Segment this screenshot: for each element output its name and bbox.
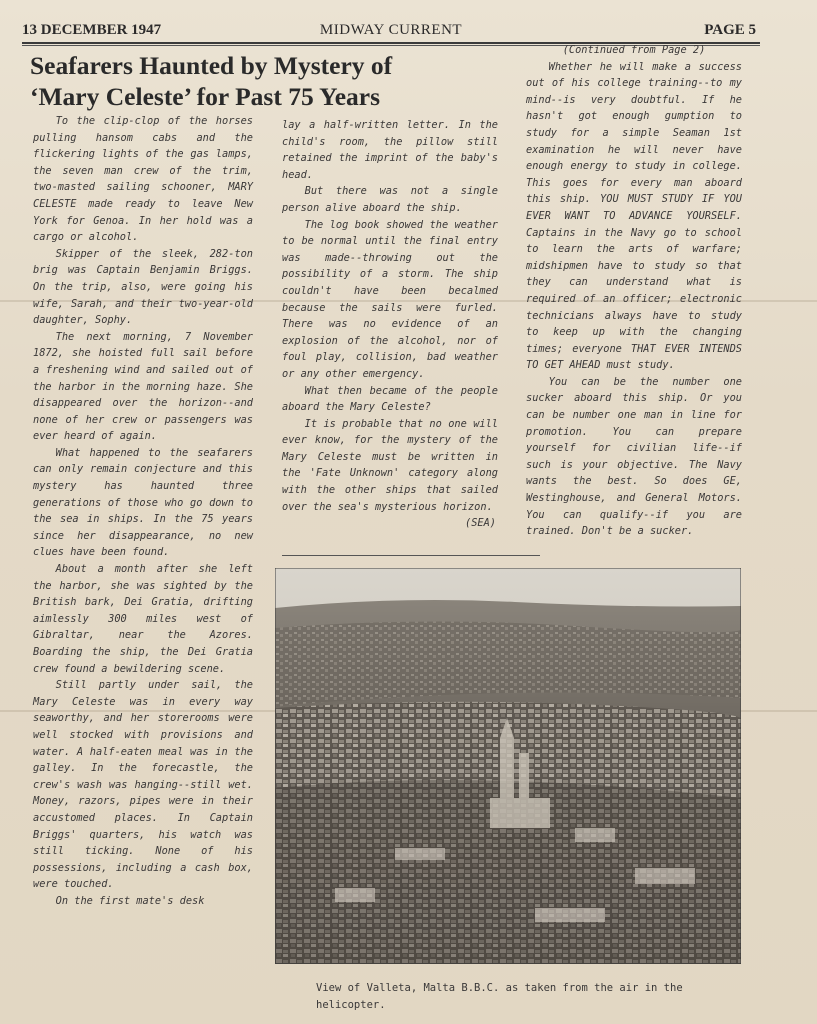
article-headline: [30, 50, 440, 112]
paragraph: Skipper of the sleek, 282-ton brig was Captain Benjamin Briggs. On the trip, also, were going his wife, Sarah, and their two-year-old daughter, Sophy.: [33, 247, 253, 327]
paragraph: What happened to the seafarers can only remain conjecture and this mystery has haunted three generations of those who go down to the sea in ships. In the 75 years since her disappearance, no new clues have been found.: [33, 446, 253, 559]
continued-column: [526, 42, 742, 540]
paragraph: lay a half-written letter. In the child's room, the pillow still retained the imprint of the baby's head.: [282, 119, 498, 181]
paragraph: About a month after she left the harbor, she was sighted by the British bark, Dei Gratia, drifting aimlessly 300 miles west of Gibraltar, near the Azores. Boarding the ship, the Dei Gratia crew found a bewildering scene.: [33, 563, 253, 675]
paragraph: The log book showed the weather to be normal until the final entry was made--throwing out the possibility of a storm. The ship couldn't have been becalmed because the sails were furled. There was no evidence of an explosion of the alcohol, nor of foul play, collision, bad weather or any other emergency.: [282, 218, 498, 380]
headline-line-2: ‘Mary Celeste’ for Past 75 Years: [30, 82, 381, 111]
article-column-1: [33, 113, 253, 910]
page-header: [22, 18, 760, 44]
continued-label: (Continued from Page 2): [562, 44, 706, 56]
article-end-rule: [282, 555, 540, 556]
photo-image: [275, 568, 741, 964]
paragraph: Whether he will make a success out of his college training--to my mind--is very doubtful. If he hasn't got enough gumption to study for a simple Seaman 1st examination he will never have enough energy to study in college. This goes for every man aboard this ship. YOU MUST STUDY IF YOU EVER WANT TO ADVANCE YOURSELF. Captains in the Navy go to school to learn the arts of warfare; midshipmen have to study so that they can understand what is required of an officer; electronic technicians always have to study to keep up with the changing times; everyone THAT EVER INTENDS TO GET AHEAD must study.: [526, 60, 742, 372]
paragraph: On the first mate's desk: [55, 894, 205, 907]
paragraph: You can be the number one sucker aboard this ship. Or you can be number one man in line for promotion. You can prepare yourself for civilian life--if such is your objective. The Navy wants the best. So does GE, Westinghouse, and General Motors. You can qualify--if you are trained. Don't be a sucker.: [526, 375, 742, 538]
paragraph: To the clip-clop of the horses pulling hansom cabs and the flickering lights of the gas lamps, the seven man crew of the trim, two-masted sailing schooner, MARY CELESTE made ready to leave New York for Genoa. In her hold was a cargo or alcohol.: [33, 115, 253, 244]
headline-line-1: Seafarers Haunted by Mystery of: [30, 51, 393, 80]
paragraph: What then became of the people aboard the Mary Celeste?: [282, 384, 498, 414]
photo-caption: View of Valleta, Malta B.B.C. as taken from the air in the helicopter.: [316, 982, 683, 1011]
paper-name: MIDWAY CURRENT: [319, 22, 463, 38]
paragraph: Still partly under sail, the Mary Celeste was in every way seaworthy, and her storerooms were well stocked with provisions and water. A half-eaten meal was in the galley. In the forecastle, the crew's wash was hanging--still wet. Money, razors, pipes were in their accustomed places. In Captain Briggs' quarters, his watch was still ticking. None of his possessions, including a cash box, were touched.: [33, 679, 253, 891]
paragraph: The next morning, 7 November 1872, she hoisted full sail before a freshening wind and sailed out of the harbor in the morning haze. She disappeared over the horizon--and none of her crew or passengers was ever heard of again.: [33, 330, 253, 443]
article-credit: (SEA): [465, 517, 496, 530]
paragraph: It is probable that no one will ever know, for the mystery of the Mary Celeste must be written in the 'Fate Unknown' category along with the other ships that sailed over the sea's mysterious horizon.: [282, 417, 498, 513]
paragraph: But there was not a single person alive aboard the ship.: [282, 185, 498, 214]
issue-date: 13 DECEMBER 1947: [22, 22, 162, 38]
article-column-2: [282, 117, 498, 532]
aerial-photo-valletta: [275, 568, 741, 964]
page-number: PAGE 5: [704, 22, 756, 38]
